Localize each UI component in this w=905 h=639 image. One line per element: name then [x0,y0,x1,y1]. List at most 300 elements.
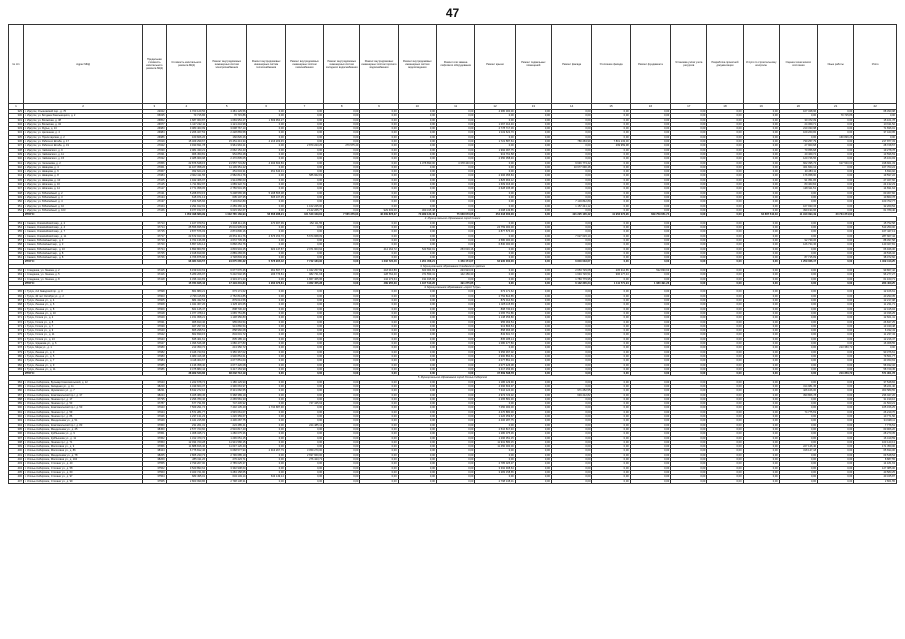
value-cell: 0,00 [360,152,398,156]
value-cell: 0,00 [551,294,591,298]
value-cell: 0,00 [398,470,436,474]
value-cell: 4 766 875,96 [166,256,206,260]
value-cell: 0,00 [779,350,817,354]
value-cell: 27131 [143,191,166,195]
address-cell: г. Усолье-Сибирское, Стопани ул., д. 58 [23,466,142,470]
value-cell: 0,00 [436,290,474,294]
value-cell: 37642 [143,333,166,337]
value-cell: 58 932,32 [854,363,897,367]
value-cell: 0,00 [247,419,285,423]
value-cell: 0,00 [743,247,779,251]
value-cell: 0,00 [247,307,285,311]
address-cell: г. Иркутск, ул. Фурье, д. 13 [23,127,142,131]
address-cell: г. Тулун, Ленина ул., д. 9 [23,363,142,367]
value-cell: 0,00 [436,324,474,328]
value-cell: 0,00 [324,479,360,483]
value-cell: 0,00 [324,174,360,178]
value-cell: 4 136 358,40 [166,363,206,367]
value-cell: 0,00 [630,157,670,161]
value-cell: 4 974 723,32 [475,393,515,397]
value-cell: 971 252,55 [551,389,591,393]
address-cell: г. Усолье-Сибирское, Ленина пр-т, д. 86 [23,415,142,419]
value-cell: 0,00 [592,187,630,191]
value-cell: 0,00 [360,466,398,470]
value-cell: 0,00 [247,402,285,406]
value-cell: 0,00 [630,363,670,367]
value-cell: 0,00 [398,174,436,178]
value-cell: 0,00 [707,195,743,199]
value-cell: 0,00 [630,165,670,169]
value-cell: 14 181,63 [854,462,897,466]
value-cell: 0,00 [285,200,323,204]
value-cell: 3 392 908,64 [475,466,515,470]
section-title: 4. Муниципальное образование «город Тулун» [9,286,897,290]
value-cell: 127 985,00 [854,466,897,470]
value-cell: 0,00 [551,316,591,320]
value-cell: 0,00 [398,389,436,393]
value-cell: 0,00 [707,427,743,431]
value-cell: 38450 [143,427,166,431]
value-cell: 4 728 803,36 [207,256,247,260]
value-cell: 1 025 115,65 [207,303,247,307]
value-cell: 0,00 [515,273,551,277]
value-cell: 1 138 356,80 [207,316,247,320]
value-cell: 0,00 [743,436,779,440]
value-cell: 0,00 [818,342,854,346]
address-cell: г. Усолье-Сибирское, Стопани ул., д. 97 [23,475,142,479]
value-cell: 0,00 [630,307,670,311]
value-cell: 213 350,72 [818,372,854,376]
value-cell: 0,00 [743,135,779,139]
value-cell: 2 485 969,98 [166,157,206,161]
value-cell: 906 177,43 [592,273,630,277]
value-cell: 0,00 [779,135,817,139]
value-cell: 1 102 225,00 [285,204,323,208]
value-cell: 0,00 [551,333,591,337]
value-cell: 0,00 [324,170,360,174]
value-cell: 2 265 581,30 [207,397,247,401]
value-cell: 0,00 [630,410,670,414]
value-cell: 0,00 [818,238,854,242]
value-cell: 0,00 [324,423,360,427]
value-cell: 0,00 [743,238,779,242]
value-cell: 0,00 [551,208,591,212]
value-cell: 0,00 [551,178,591,182]
address-cell: г. Усолье-Сибирское, Западная ул., д. 11 [23,385,142,389]
value-cell: 913 761,58 [475,152,515,156]
address-cell: г. Иркутск, ул. Юбилейный, д. 2 [23,191,142,195]
value-cell: 0,00 [551,475,591,479]
value-cell: 0,00 [779,432,817,436]
value-cell: 0,00 [360,406,398,410]
value-cell: 0,00 [779,462,817,466]
value-cell: 0,00 [247,440,285,444]
value-cell: 0,00 [630,152,670,156]
value-cell: 0,00 [360,226,398,230]
value-cell: 8 331 682,55 [207,389,247,393]
value-cell: 0,00 [247,226,285,230]
value-cell: 38344 [143,449,166,453]
value-cell: 0,00 [551,354,591,358]
value-cell: 0,00 [671,380,707,384]
value-cell: 0,00 [630,131,670,135]
value-cell: 0,00 [630,187,670,191]
address-cell: г. Тулун, Гоголя ул., д. 13 [23,337,142,341]
value-cell: 92 739,36 [779,238,817,242]
value-cell: 339 [9,152,24,156]
value-cell: 5 578 905,42 [247,260,285,264]
value-cell: 0,00 [398,221,436,225]
value-cell: 0,00 [360,475,398,479]
value-cell: 4 900 854,61 [475,354,515,358]
value-cell: 1 669 954,27 [247,118,285,122]
value-cell: 0,00 [324,346,360,350]
value-cell: 2 602 411,55 [166,174,206,178]
value-cell: 0,00 [247,333,285,337]
value-cell: 28 270,35 [854,432,897,436]
value-cell: 0,00 [743,415,779,419]
value-cell: 0,00 [592,247,630,251]
value-cell: 37719 [143,238,166,242]
value-cell: 0,00 [247,110,285,114]
value-cell: 0,00 [515,367,551,371]
column-header: Ремонт внутридомовых инженерных систем теплоснабжения [247,25,285,104]
value-cell: 835 185,14 [207,337,247,341]
value-cell: 337 [9,144,24,148]
value-cell: 12 601,41 [854,316,897,320]
value-cell: 0,00 [707,316,743,320]
value-cell: 0,00 [324,226,360,230]
value-cell: 0,00 [630,324,670,328]
value-cell: 0,00 [515,122,551,126]
value-cell: 0,00 [779,333,817,337]
value-cell: 3 446 743,63 [166,350,206,354]
value-cell: 0,00 [630,466,670,470]
value-cell: 0,00 [247,359,285,363]
value-cell: 0,00 [324,372,360,376]
value-cell: 0,00 [324,277,360,281]
value-cell: 0,00 [551,311,591,315]
value-cell: 0,00 [671,157,707,161]
value-cell: 0,00 [630,238,670,242]
value-cell: 0,00 [475,144,515,148]
value-cell: 4 378 890,00 [398,161,436,165]
value-cell: 0,00 [324,114,360,118]
value-cell: 0,00 [247,208,285,212]
value-cell: 99 867,42 [854,268,897,272]
value-cell: 0,00 [592,470,630,474]
value-cell: 0,00 [779,342,817,346]
value-cell: 1 041 367,26 [166,303,206,307]
value-cell: 4 077 851,04 [475,359,515,363]
value-cell: 4 406 287,75 [207,419,247,423]
value-cell: 0,00 [671,290,707,294]
value-cell: 406 [9,475,24,479]
value-cell: 0,00 [743,183,779,187]
value-cell: 0,00 [818,333,854,337]
value-cell: 0,00 [707,200,743,204]
value-cell: 6 830 000,00 [475,243,515,247]
value-cell: 1 201 458,21 [398,260,436,264]
value-cell: 217 877,33 [854,140,897,144]
value-cell: 673 171,62 [207,290,247,294]
value-cell: 0,00 [247,324,285,328]
value-cell: 37565 [143,479,166,483]
value-cell: 0,00 [671,114,707,118]
value-cell: 160 826,26 [818,135,854,139]
value-cell: 609 759 651,74 [630,213,670,217]
value-cell: 0,00 [324,243,360,247]
value-cell: 0,00 [592,337,630,341]
value-cell: 0,00 [592,342,630,346]
value-cell: 0,00 [630,148,670,152]
address-cell: г. Слюдянка, ул. Ленина, д. 8 [23,277,142,281]
value-cell: 0,00 [630,419,670,423]
value-cell: 4 406 287,75 [475,419,515,423]
value-cell: 0,00 [360,423,398,427]
value-cell: 2 577 723,60 [166,427,206,431]
address-cell: г. Иркутск, ул. Юбилейный, д. 10 [23,204,142,208]
column-number: 16 [630,104,670,110]
value-cell: 0,00 [436,475,474,479]
value-cell: 0,00 [360,299,398,303]
value-cell: 0,00 [707,118,743,122]
value-cell: 0,00 [398,122,436,126]
address-cell: г. Иркутск, ул. Рабочего Штаба, д. 17 [23,140,142,144]
value-cell: 0,00 [515,114,551,118]
value-cell: 0,00 [707,178,743,182]
value-cell: 6 694,92 [854,170,897,174]
value-cell: 0,00 [743,337,779,341]
value-cell: 0,00 [592,427,630,431]
value-cell: 858 966,08 [207,329,247,333]
value-cell: 0,00 [551,453,591,457]
value-cell: 345 [9,178,24,182]
value-cell: 0,00 [551,415,591,419]
value-cell: 3 520 893,64 [166,466,206,470]
value-cell: 361 [9,256,24,260]
value-cell: 0,00 [247,277,285,281]
value-cell: 0,00 [285,432,323,436]
value-cell: 144 173,64 [360,277,398,281]
value-cell: 0,00 [398,195,436,199]
value-cell: 15 164,93 [854,157,897,161]
value-cell: 0,00 [515,178,551,182]
value-cell: 0,00 [707,148,743,152]
value-cell: 0,00 [360,311,398,315]
value-cell: 344 [9,174,24,178]
value-cell: 6 159 163,63 [166,268,206,272]
value-cell: 4 380 000,00 [475,110,515,114]
value-cell: 0,00 [398,324,436,328]
value-cell: 0,00 [743,221,779,225]
value-cell: 451 643,31 [247,170,285,174]
value-cell: 38269 [143,458,166,462]
value-cell: 0,00 [630,462,670,466]
value-cell: 0,00 [247,178,285,182]
value-cell: 1 687 063,87 [166,118,206,122]
value-cell: 0,00 [707,397,743,401]
value-cell: 253 619,16 [436,247,474,251]
value-cell: 0,00 [779,320,817,324]
value-cell: 0,00 [743,380,779,384]
value-cell: 5 208 565,38 [207,191,247,195]
value-cell: 0,00 [247,238,285,242]
value-cell: 0,00 [707,294,743,298]
value-cell: 0,00 [743,324,779,328]
value-cell: 0,00 [247,470,285,474]
value-cell: 1 332 722,46 [360,260,398,264]
value-cell: 4 441 215,86 [166,419,206,423]
value-cell: 7 801 133,00 [592,140,630,144]
value-cell: 0,00 [551,462,591,466]
value-cell: 0,00 [398,316,436,320]
value-cell: 1 121 244,98 [207,122,247,126]
value-cell: 0,00 [360,462,398,466]
value-cell: 0,00 [515,385,551,389]
value-cell: 4 676 153,70 [247,234,285,238]
value-cell: 0,00 [779,234,817,238]
value-cell: 0,00 [779,466,817,470]
value-cell: 3 080 463,99 [166,127,206,131]
value-cell: 0,00 [360,393,398,397]
value-cell: 0,00 [324,234,360,238]
value-cell: 26 847,25 [854,320,897,324]
value-cell: 37609 [143,307,166,311]
value-cell: 0,00 [398,140,436,144]
value-cell: 0,00 [743,406,779,410]
value-cell: 451 643,31 [207,170,247,174]
value-cell: 26986 [143,135,166,139]
value-cell: 0,00 [475,268,515,272]
value-cell: 0,00 [707,423,743,427]
value-cell: 1 080 491,26 [630,281,670,285]
value-cell: 0,00 [475,247,515,251]
value-cell: 103 140,13 [854,440,897,444]
value-cell: 16 419,59 [854,436,897,440]
value-cell: 0,00 [743,410,779,414]
value-cell: 0,00 [592,299,630,303]
value-cell: 362 [9,268,24,272]
value-cell: 37618 [143,311,166,315]
value-cell: 4 319 471,24 [207,277,247,281]
value-cell: 2 266 327,53 [166,131,206,135]
value-cell: 0,00 [436,445,474,449]
value-cell: 0,00 [360,110,398,114]
value-cell: 0,00 [671,226,707,230]
value-cell: 0,00 [285,161,323,165]
value-cell: 0,00 [360,187,398,191]
value-cell: 354 [9,226,24,230]
value-cell: 27056 [143,161,166,165]
value-cell: 0,00 [707,363,743,367]
value-cell: 3 475 883,44 [166,367,206,371]
value-cell: 1 222 678,74 [166,380,206,384]
value-cell: 0,00 [247,350,285,354]
value-cell: 0,00 [743,432,779,436]
value-cell: 0,00 [324,406,360,410]
value-cell: 0,00 [360,427,398,431]
value-cell: 0,00 [630,436,670,440]
value-cell: 0,00 [707,406,743,410]
value-cell: 0,00 [247,316,285,320]
value-cell: 0,00 [285,385,323,389]
value-cell: 0,00 [324,320,360,324]
value-cell: 0,00 [324,204,360,208]
value-cell: 0,00 [398,135,436,139]
value-cell: 10 863,78 [854,195,897,199]
value-cell: 2 122 265,77 [285,208,323,212]
value-cell: 0,00 [515,333,551,337]
value-cell: 65 694,06 [854,449,897,453]
value-cell: 0,00 [324,350,360,354]
value-cell: 0,00 [436,131,474,135]
value-cell: 0,00 [630,144,670,148]
value-cell: 0,00 [285,354,323,358]
value-cell: 0,00 [707,260,743,264]
value-cell: 0,00 [398,118,436,122]
value-cell: 0,00 [398,449,436,453]
value-cell: 0,00 [360,140,398,144]
value-cell: 161 540 169,81 [285,213,323,217]
value-cell: 1 711 802,97 [166,183,206,187]
value-cell: 334 [9,131,24,135]
value-cell: 0,00 [324,427,360,431]
value-cell: 0,00 [592,230,630,234]
value-cell: 0,00 [247,148,285,152]
value-cell: 38229 [143,385,166,389]
value-cell: 0,00 [398,350,436,354]
value-cell: 2 296 780,46 [166,397,206,401]
value-cell: 0,00 [818,307,854,311]
value-cell: 0,00 [324,290,360,294]
value-cell: 843 601,72 [475,333,515,337]
value-cell: 0,00 [671,436,707,440]
value-cell: 0,00 [592,453,630,457]
value-cell: 0,00 [436,423,474,427]
value-cell: 0,00 [515,320,551,324]
value-cell: 0,00 [515,290,551,294]
value-cell: 0,00 [551,367,591,371]
value-cell: 0,00 [436,470,474,474]
address-cell: г. Усолье-Сибирское, Бульвар Комсомольский, д. 12 [23,380,142,384]
value-cell: 0,00 [743,148,779,152]
value-cell: 6 868 254,76 [207,243,247,247]
value-cell: 0,00 [247,380,285,384]
value-cell: 0,00 [671,247,707,251]
value-cell: 615 971,13 [166,195,206,199]
value-cell: 37949 [143,419,166,423]
value-cell: 0,00 [285,165,323,169]
value-cell: 0,00 [436,178,474,182]
value-cell: 0,00 [592,458,630,462]
value-cell: 0,00 [360,453,398,457]
value-cell: 0,00 [779,354,817,358]
value-cell: 858 966,08 [475,329,515,333]
value-cell: 571 901,78 [854,372,897,376]
value-cell: 0,00 [436,200,474,204]
value-cell: 0,00 [285,243,323,247]
value-cell: 213 350,72 [818,346,854,350]
address-cell: г. Саянск, Олимпийский мкр., д. 11 [23,234,142,238]
value-cell: 0,00 [360,359,398,363]
value-cell: 0,00 [818,118,854,122]
value-cell: 0,00 [743,290,779,294]
value-cell: 0,00 [818,294,854,298]
column-header: Ремонт внутридомовых инженерных систем холодного водоснабжения [324,25,360,104]
value-cell: 0,00 [592,419,630,423]
value-cell: 0,00 [436,127,474,131]
